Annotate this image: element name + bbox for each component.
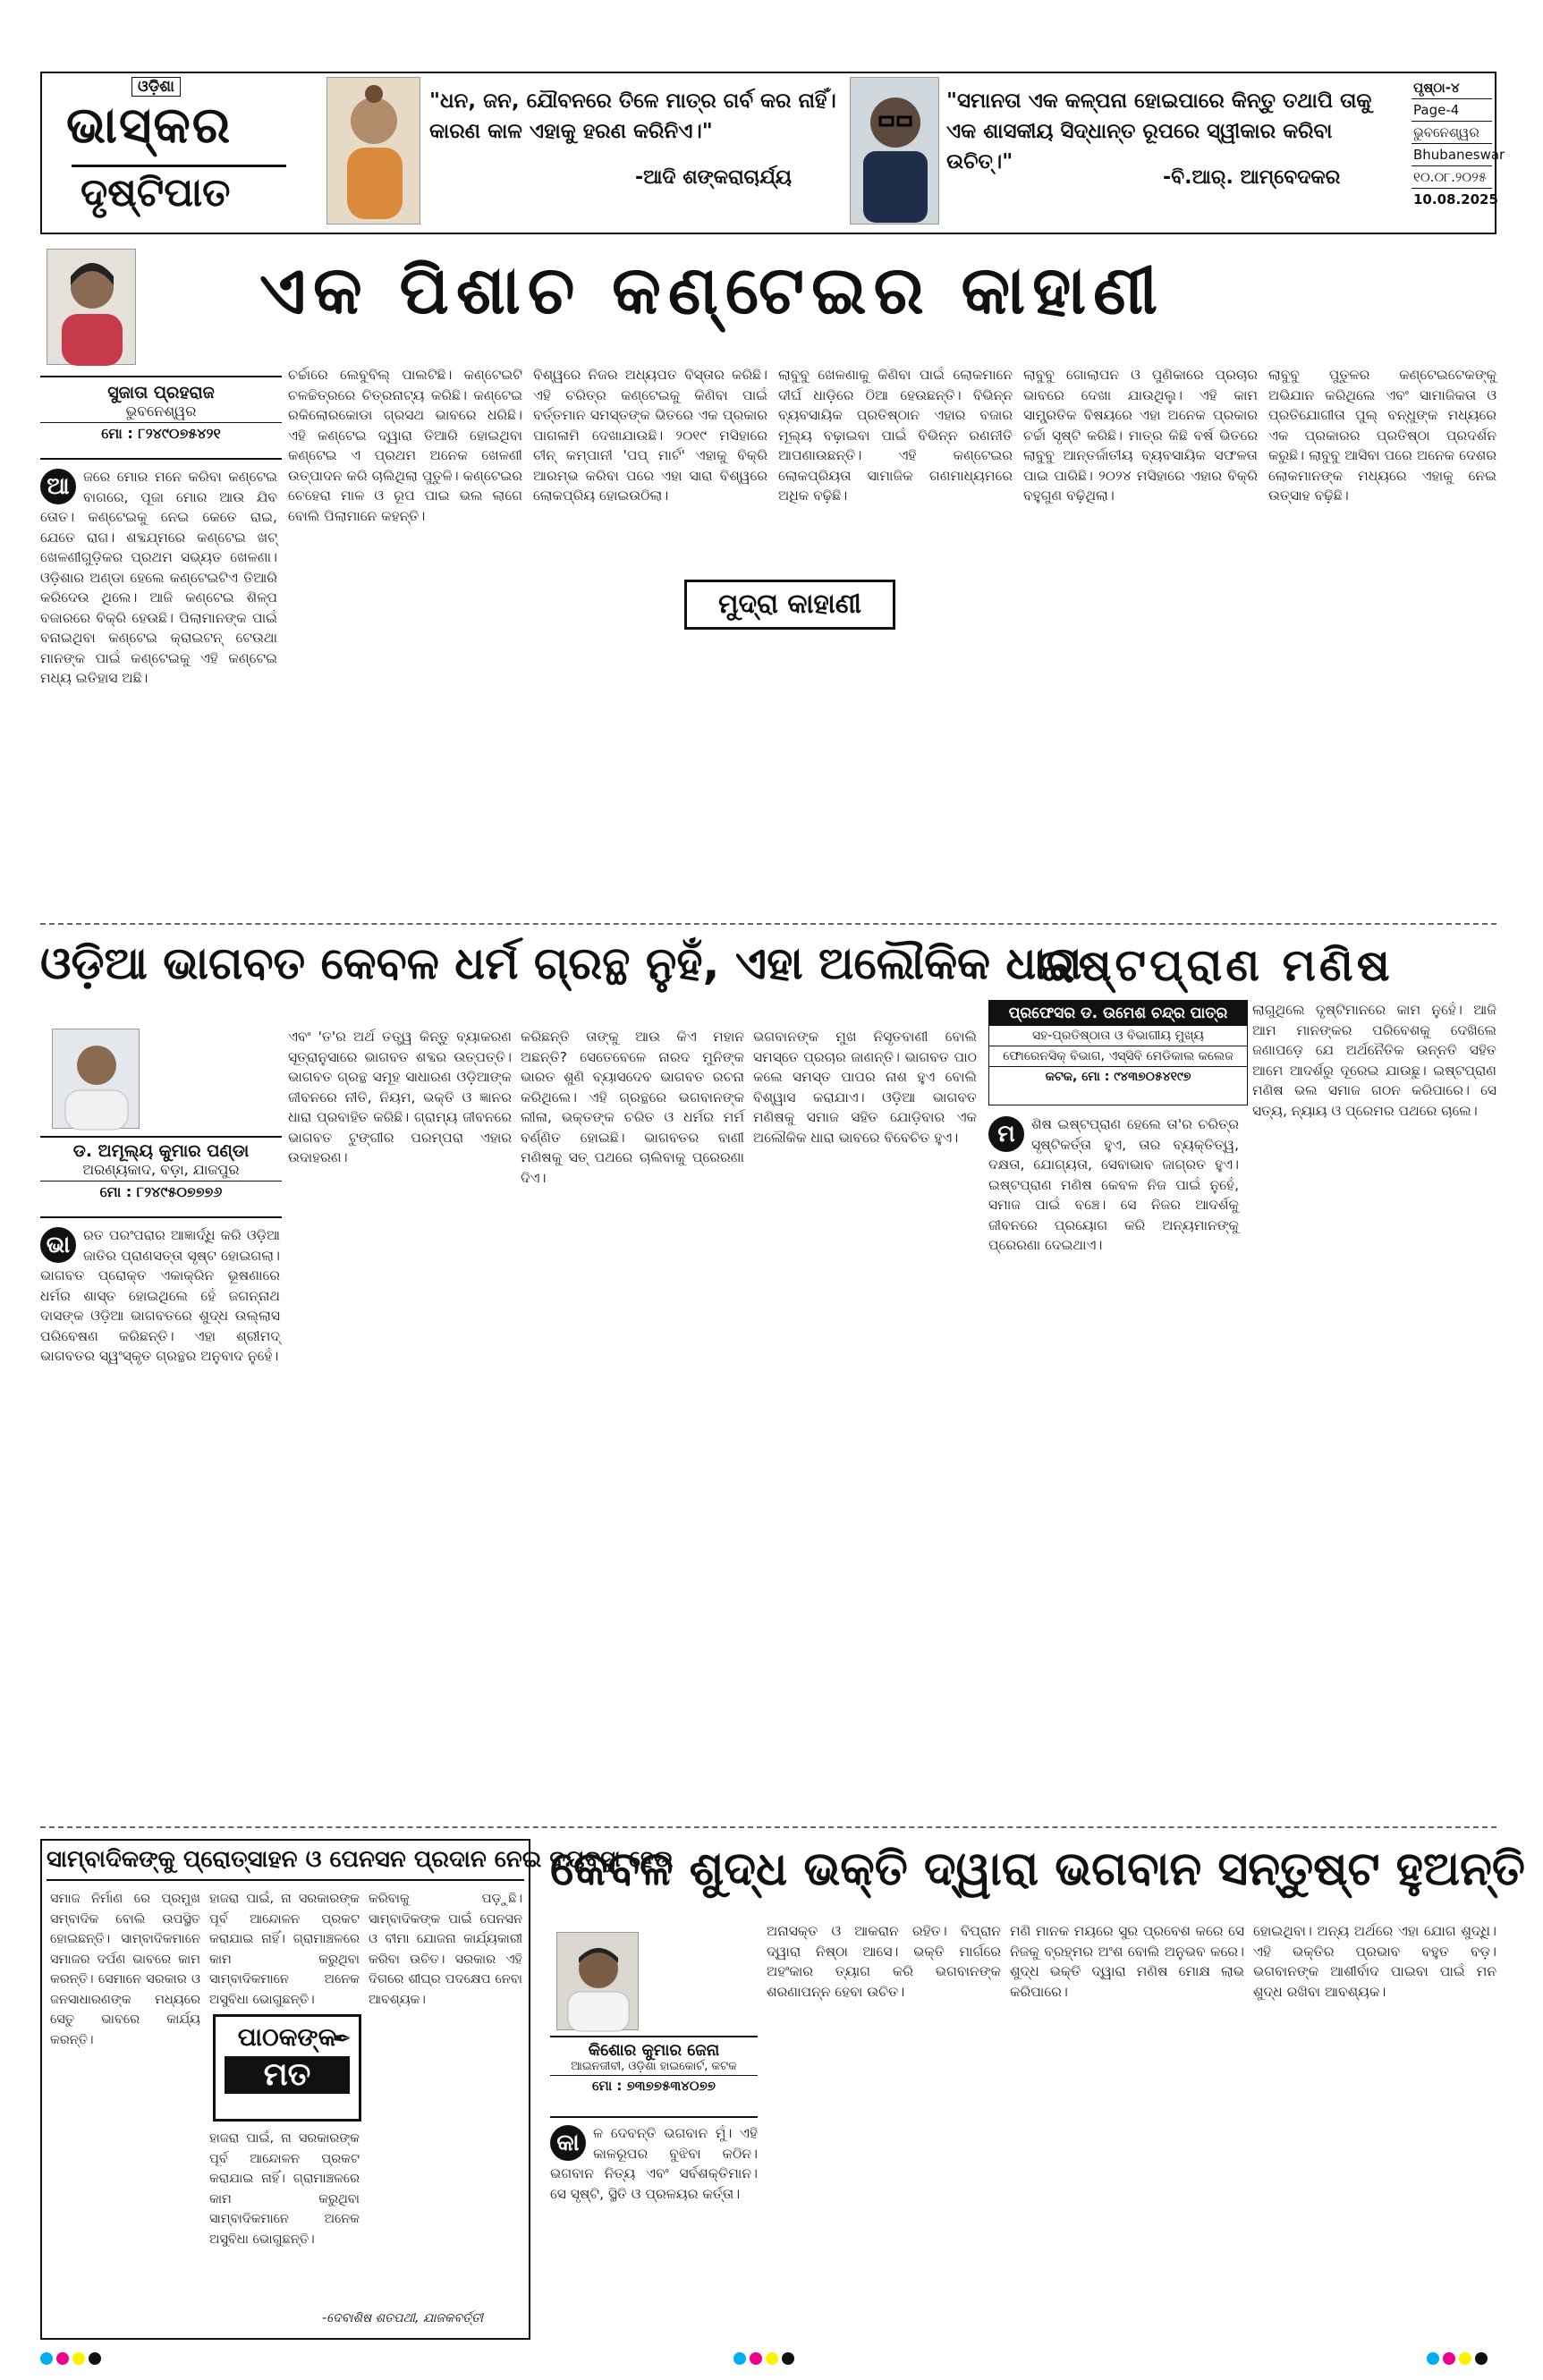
- article4-column-3: କରିବାକୁ ପଡ଼ୁଛି। ସାମ୍ବାଦିକଙ୍କ ପାଇଁ ପେନସନ ଓ ବୀମା ଯୋଜନା କାର୍ଯ୍ୟକାରୀ କରିବା ଉଚିତ। ସରକାର ଏହି ଦିଗରେ ଶୀଘ୍ର ପଦକ୍ଷେପ ନେବା ଆବଶ୍ୟକ।: [369, 1892, 522, 2007]
- article2-author-phone: ମୋ : ୮୨୪୯୫୦୭୭୭୬: [40, 1181, 282, 1201]
- quote-left: "ଧନ, ଜନ, ଯୌବନରେ ତିଳେ ମାତ୍ର ଗର୍ବ କର ନାହିଁ। କାରଣ କାଳ ଏହାକୁ ହରଣ କରିନିଏ।": [429, 89, 836, 143]
- article1-column-1: [40, 467, 277, 905]
- article1-column-2: ଚର୍ଚ୍ଚାରେ ଲେବୁବିଲ୍ ପାଲଟିଛି। କଣ୍ଟେଇଟି ଚଳଚ୍ଚିତ୍ରରେ ଚିତ୍ରନାଟ୍ୟ କରିଛି। କଣ୍ଟେଇ ରକିଲୋରକୋଡା ଗ୍ରସଥ ଭାବରେ ଧରିଛି। ଏହି କଣ୍ଟେଇ ଦ୍ୱାରା ତିଆରି ହୋଇଥିବା କଣ୍ଟେଇ ଏ ପ୍ରଥମ ଅନେକ ଖେଳଣୀ ଉତ୍ପାଦନ କରି ଚାଲିଥିଲା ପୁତୁଳି। କଣ୍ଟେଇର ଚେହେରା ମାଳ ଓ ରୂପ ପାଇ ଭଲ ଲାଗେ ବୋଲି ପିଲାମାନେ କହନ୍ତି।: [288, 367, 522, 524]
- article3-author-name: ପ୍ରଫେସର ଡ. ଉମେଶ ଚନ୍ଦ୍ର ପାତ୍ର: [989, 1001, 1247, 1026]
- registration-marks-left: [40, 2352, 112, 2367]
- article3-headline: ଇଷ୍ଟପ୍ରାଣ ମଣିଷ: [1038, 939, 1394, 991]
- pen-icon: ✒: [332, 2026, 352, 2053]
- brand-top: ଓଡ଼ିଶା: [131, 77, 181, 97]
- article5-author-name: କିଶୋର କୁମାର ଜେନା: [588, 2041, 720, 2060]
- article5-column-3: ମଣି ମାନକ ମୟରେ ସୁର ପ୍ରବେଶ କରେ ସେ ନିଜକୁ ବ୍ରହ୍ମର ଅଂଶ ବୋଲି ଅନୁଭବ କରେ। ଶୁଦ୍ଧ ଭକ୍ତି ଦ୍ୱାରା ମଣିଷ ମୋକ୍ଷ ଲାଭ କରିପାରେ।: [1010, 1923, 1244, 2000]
- registration-marks-center: [733, 2352, 805, 2367]
- article2-author-box: [40, 1136, 282, 1218]
- section-divider-1: [40, 923, 1496, 925]
- article1-col1-text: ଜରେ ମୋର ମନେ କରିବା କଣ୍ଟେଇ ବାଗରେ, ପୂଜା ମୋର ଆଉ ଯିବ ତୋତ। କଣ୍ଟେଇକୁ ନେଇ କେତେ ରାଇ, ଯେତେ ରାଗ। ଶବ୍ଦଯ୍ମରେ କଣ୍ଟେଇ ଖଟ୍ ଖେଳଣୀଗୁଡ଼ିକର ପ୍ରଥମ ସଭ୍ୟତ ଖେଳଣା। ଓଡ଼ିଶାର ଅଣ୍ଡା ହେଲେ କଣ୍ଟେଇଟିଏ ତିଆରି କରିଦେଉ ଥିଲେ। ଆଜି କଣ୍ଟେଇ ଶିଳ୍ପ ବଜାରରେ ବିକ୍ରି ହେଉଛି। ପିଲାମାନଙ୍କ ପାଇଁ ବନାଇଥିବା କଣ୍ଟେଇ କ୍ରାଇଟନ୍ ଟେଉଥା ମାନଙ୍କ ପାଇଁ କଣ୍ଟେଇକୁ ଏହି କଣ୍ଟେଇ ମଧ୍ୟ ଇତିହାସ ଅଛି।: [40, 469, 277, 686]
- author-photo-sujata: [47, 249, 136, 365]
- article3-col1-text: ଶିଷ ଇଷ୍ଟପ୍ରାଣ ହେଲେ ତା'ର ଚରିତ୍ର ସୃଷ୍ଟିକର୍ତ୍ତା ହୁଏ, ତାର ବ୍ୟକ୍ତିତ୍ୱ, ଦକ୍ଷତା, ଯୋଗ୍ୟତା, ସେବାଭାବ ଜାଗ୍ରତ ହୁଏ। ଇଷ୍ଟପ୍ରାଣ ମଣିଷ କେବଳ ନିଜ ପାଇଁ ନୁହେଁ, ସମାଜ ପାଇଁ ବଞ୍ଚେ। ସେ ନିଜର ଆଦର୍ଶକୁ ଜୀବନରେ ପ୍ରୟୋଗ କରି ଅନ୍ୟମାନଙ୍କୁ ପ୍ରେରଣା ଦେଇଥାଏ।: [988, 1116, 1239, 1253]
- article3-author-box: [988, 1000, 1248, 1105]
- article1-column-4: ଲାବୁବୁ ଖେଳଣାକୁ କିଣିବା ପାଇଁ ଲୋକମାନେ ଦୀର୍ଘ ଧାଡ଼ିରେ ଠିଆ ହେଉଛନ୍ତି। ବିଭିନ୍ନ ବ୍ୟବସାୟିକ ପ୍ରତିଷ୍ଠାନ ଏହାର ବଜାର ମୂଲ୍ୟ ବଢ଼ାଇବା ପାଇଁ ବିଭିନ୍ନ ରଣନୀତି ଆପଣାଉଛନ୍ତି। ଏହି କଣ୍ଟେଇର ଲୋକପ୍ରିୟତା ସାମାଜିକ ଗଣମାଧ୍ୟମରେ ଅଧିକ ବଢ଼ିଛି।: [778, 367, 1013, 504]
- article3-column-2: ଲାଗୁଥିଲେ ଦୃଷ୍ଟିମାନରେ କାମ ନୁହେଁ। ଆଜି ଆମ ମାନଙ୍କର ପରିବେଶକୁ ଦେଖିଲେ ଜଣାପଡ଼େ ଯେ ଅର୍ଥନୈତିକ ଉନ୍ନତି ସହିତ ଆମେ ଆଦର୍ଶରୁ ଦୂରେଇ ଯାଉଛୁ। ଇଷ୍ଟପ୍ରାଣ ମଣିଷ ଭଲ ସମାଜ ଗଠନ କରିପାରେ। ସେ ସତ୍ୟ, ନ୍ୟାୟ ଓ ପ୍ରେମର ପଥରେ ଚାଲେ।: [1252, 1002, 1496, 1119]
- article5-author-phone: ମୋ : ୭୩୭୭୫୩୪୦୭୭: [550, 2075, 758, 2094]
- article5-col1-text: ଳ ଦେବନ୍ତି ଭଗବାନ ମୁଁ। ଏହି କାଳରୂପର ବୁଝିବା କଠିନ। ଭଗବାନ ନିତ୍ୟ ଏବଂ ସର୍ବଶକ୍ତିମାନ। ସେ ସୃଷ୍ଟି, ସ୍ଥିତି ଓ ପ୍ରଳୟର କର୍ତ୍ତା।: [550, 2125, 758, 2202]
- quote-right-author: -ବି.ଆର୍. ଆମ୍ବେଦକର: [1163, 166, 1341, 189]
- registration-marks-right: [1427, 2352, 1498, 2367]
- article5-author-box: [550, 2036, 758, 2118]
- article2-column-1: [40, 1225, 280, 1816]
- article5-headline: କେବଳ ଶୁଦ୍ଧ ଭକ୍ତି ଦ୍ୱାରା ଭଗବାନ ସନ୍ତୁଷ୍ଟ ହୁଅନ୍ତି: [550, 1842, 1525, 1896]
- article1-author-phone: ମୋ : ୮୨୪୯୦୭୫୪୨୧: [40, 422, 282, 443]
- article2-column-2: ଏବଂ 'ତ'ର ଅର୍ଥ ତତ୍ତ୍ୱ କିନ୍ତୁ ବ୍ୟାକରଣ ସୂତ୍ରାନୁସାରେ ଭାଗବତ ଶବ୍ଦର ଉତ୍ପତ୍ତି। ଭାଗବତ ଗ୍ରନ୍ଥ ସମୂହ ସାଧାରଣ ଓଡ଼ିଆଙ୍କ ଜୀବନରେ ନୀତି, ନିୟମ, ଭକ୍ତି ଓ ଜ୍ଞାନର ଧାରା ପ୍ରବାହିତ କରିଛି। ଗ୍ରାମ୍ୟ ଜୀବନରେ ଭାଗବତ ଟୁଙ୍ଗୀର ପରମ୍ପରା ଏହାର ଉଦାହରଣ।: [288, 1029, 512, 1165]
- article3-author-role: ସହ-ପ୍ରତିଷ୍ଠାତା ଓ ବିଭାଗୀୟ ମୁଖ୍ୟ: [989, 1026, 1247, 1046]
- article1-column-6: ଲାବୁବୁ ପୁତୁଳର କଣ୍ଟେଇଟେକଙ୍କୁ ଅଭିଯାନ କରିଥିଲେ ଏବଂ ସାମାଜିକତା ଓ ପ୍ରତିଯୋଗୀତା ପୁଲ୍ ବନ୍ଧୁଙ୍କ ମଧ୍ୟରେ ଏକ ପ୍ରକାରର ପ୍ରତିଷ୍ଠା ପ୍ରଦର୍ଶନ କରୁଛି। ଲାବୁବୁ ଆସିବା ପରେ ଅନେକ ଦେଶର ଲୋକମାନଙ୍କ ମଧ୍ୟରେ ଏହାକୁ ନେଇ ଉତ୍ସାହ ବଢ଼ିଛି।: [1268, 367, 1496, 504]
- article4-column-2: ହାଜରା ପାଇଁ, ନା ସରକାରଙ୍କ ପୂର୍ବ ଆନ୍ଦୋଳନ ପ୍ରକଟ କରାଯାଇ ନାହିଁ। ଗ୍ରାମାଞ୍ଚଳରେ କାମ କରୁଥିବା ସାମ୍ବାଦିକମାନେ ଅନେକ ଅସୁବିଧା ଭୋଗୁଛନ୍ତି।: [209, 1892, 360, 2007]
- pathakanka-mata-label: [213, 2014, 361, 2122]
- article1-dropcap: ଆ: [40, 469, 76, 504]
- article2-column-3: କରିଛନ୍ତି ତାଙ୍କୁ ଆଉ କିଏ ମହାନ ଅଛନ୍ତି? ସେତେବେଳେ ନାରଦ ମୁନିଙ୍କ ଭାରତ ଶୁଣି ବ୍ୟାସଦେବ ଭାଗବତ ରଚନା କରିଥିଲେ। ଏହି ଗ୍ରନ୍ଥରେ ଭଗବାନଙ୍କ ଲୀଳା, ଭକ୍ତଙ୍କ ଚରିତ ଓ ଧର୍ମର ମର୍ମ ବର୍ଣ୍ଣିତ ହୋଇଛି। ଭାଗବତର ବାଣୀ ମଣିଷକୁ ସତ୍ ପଥରେ ଚାଲିବାକୁ ପ୍ରେରଣା ଦିଏ।: [521, 1029, 744, 1186]
- article4-column-1: ସମାଜ ନିର୍ମାଣ ରେ ପ୍ରମୁଖ ସମ୍ବାଦିକ ବୋଲି ଉପସ୍ଥିତ ହୋଇଛନ୍ତି। ସାମ୍ବାଦିକମାନେ ସମାଜର ଦର୍ପଣ ଭାବରେ କାମ କରନ୍ତି। ସେମାନେ ସରକାର ଓ ଜନସାଧାରଣଙ୍କ ମଧ୍ୟରେ ସେତୁ ଭାବରେ କାର୍ଯ୍ୟ କରନ୍ତି।: [50, 1892, 200, 2047]
- article1-column-3: ବିଶ୍ୱରେ ନିଜର ଅଧ୍ୟପତ ବିସ୍ତାର କରିଛି। ଏହି ଚରିତ୍ର କଣ୍ଟେଇକୁ କିଣିବା ପାଇଁ ବର୍ତ୍ତମାନ ସମସ୍ତଙ୍କ ଭିତରେ ଏକ ପ୍ରକାର ପାଗଳାମି ଦେଖାଯାଉଛି। ୨୦୧୯ ମସିହାରେ ଚୀନ୍ କମ୍ପାନୀ 'ପପ୍ ମାର୍ଟ' ଏହାକୁ ବିକ୍ରି ଆରମ୍ଭ କରିବା ପରେ ଏହା ସାରା ବିଶ୍ୱରେ ଲୋକପ୍ରିୟ ହୋଇଉଠିଲା।: [533, 367, 767, 504]
- article1-author-name: ସୁଜାତା ପ୍ରହରାଜ: [107, 383, 215, 402]
- article1-author-place: ଭୁବନେଶ୍ୱର: [125, 402, 197, 419]
- brand-sub: ଦୃଷ୍ଟିପାତ: [81, 170, 231, 216]
- article5-column-1: [550, 2123, 758, 2338]
- article2-column-4: ଭଗବାନଙ୍କ ମୁଖ ନିସୃତବାଣୀ ବୋଲି ସମସ୍ତେ ପ୍ରଚାର ଜାଣନ୍ତି। ଭାଗବତ ପାଠ କଲେ ସମସ୍ତ ପାପର ନାଶ ହୁଏ ବୋଲି ବିଶ୍ୱାସ କରାଯାଏ। ଓଡ଼ିଆ ଭାଗବତ ମଣିଷକୁ ସମାଜ ସହିତ ଯୋଡ଼ିବାର ଏକ ଅଲୌକିକ ଧାରା ଭାବରେ ବିବେଚିତ ହୁଏ।: [753, 1029, 977, 1146]
- article5-dropcap: କା: [550, 2125, 586, 2161]
- label-top: ପାଠକଙ୍କ: [237, 2022, 337, 2052]
- article5-column-2: ଅନାସକ୍ତ ଓ ଆକରାନ ରହିତ। ବିପ୍ରାନ ଦ୍ୱାରା ନିଷ୍ଠା ଆସେ। ଭକ୍ତି ମାର୍ଗରେ ଅହଂକାର ତ୍ୟାଗ କରି ଭଗବାନଙ୍କ ଶରଣାପନ୍ନ ହେବା ଉଚିତ।: [767, 1923, 1001, 2000]
- article1-column-5: ଲାବୁବୁ ଗୋଲାପନ ଓ ପୁଣିକାରେ ପ୍ରଚାର ଭାବରେ ଦେଖା ଯାଉଥିଲୁ। ଏହି କାମ ସାମ୍ପ୍ରତିକ ବିଷୟରେ ଏହା ଅନେକ ପ୍ରକାର ଚର୍ଚ୍ଚା ସୃଷ୍ଟି କରିଛି। ମାତ୍ର କିଛି ବର୍ଷ ଭିତରେ ଲାବୁବୁ ଆନ୍ତର୍ଜାତୀୟ ବ୍ୟବସାୟିକ ସଫଳତା ପାଇ ପାରିଛି। ୨୦୨୪ ମସିହାରେ ଏହାର ବିକ୍ରି ବହୁଗୁଣ ବଢ଼ିଥିଲା।: [1023, 367, 1258, 504]
- page-number-or: ପୃଷ୍ଠା-୪: [1412, 77, 1492, 99]
- author-photo-amulya: [52, 1029, 140, 1129]
- brand-divider: [72, 165, 286, 167]
- article2-author-name: ଡ. ଅମୂଲ୍ୟ କୁମାର ପଣ୍ଡା: [72, 1141, 250, 1161]
- article1-headline: ଏକ ପିଶାଚ କଣ୍ଟେଇର କାହାଣୀ: [259, 252, 1166, 329]
- article2-author-place: ଅରଣ୍ୟକାଦ, ବଡ଼ା, ଯାଜପୁର: [82, 1161, 240, 1178]
- article2-dropcap: ଭା: [40, 1227, 76, 1263]
- article2-col1-text: ରତ ପରଂପରାର ଆଜ୍ଞାର୍ଦ୍ଧି କରି ଓଡ଼ିଆ ଜାତିର ପ୍ରାଣସତ୍ତା ସୃଷ୍ଟ ହୋଇଗଲା। ଭାଗବତ ପ୍ରୋକ୍ତ ଏକାକ୍ରିନ ଭୂଷଣାରେ ଧର୍ମର ଶାସ୍ତ ହୋଇଥିଲେ ହେଁ ଜଗନ୍ନାଥ ଦାସଙ୍କ ଓଡ଼ିଆ ଭାଗବତରେ ଶୁଦ୍ଧ ଉଲ୍ଲାସ ପରିବେଷଣ କରିଛନ୍ତି। ଏହା ଶ୍ରୀମଦ୍ ଭାଗବତର ସ୍ୱଂସ୍କୃତ ଗ୍ରନ୍ଥର ଅନୁବାଦ ନୁହେଁ।: [40, 1227, 280, 1364]
- mudra-kahani-label: ମୁଦ୍ରା କାହାଣୀ: [684, 580, 895, 630]
- article4-signature: -ଦେବାଶିଷ ଶତପଥୀ, ଯାଜକବର୍ତ୍ତୀ: [322, 2311, 484, 2325]
- quote-right: "ସମାନତା ଏକ କଳ୍ପନା ହୋଇପାରେ କିନ୍ତୁ ତଥାପି ତାକୁ ଏକ ଶାସକୀୟ ସିଦ୍ଧାନ୍ତ ରୂପରେ ସ୍ୱୀକାର କରିବା ଉଚିତ୍।": [946, 89, 1372, 174]
- date-en: 10.08.2025: [1413, 191, 1498, 208]
- quote-left-author: -ଆଦି ଶଙ୍କରାଚାର୍ଯ୍ୟ: [635, 166, 793, 189]
- shankaracharya-portrait: [326, 77, 420, 224]
- article3-dropcap: ମ: [988, 1116, 1024, 1152]
- article5-author-place: ଆଇନଜୀବୀ, ଓଡ଼ିଶା ହାଇକୋର୍ଟ, କଟକ: [571, 2060, 737, 2073]
- city-or: ଭୁବନେଶ୍ୱର: [1412, 122, 1492, 144]
- brand-main: ଭାସ୍କର: [66, 97, 233, 155]
- article3-author-phone: କଟକ, ମୋ : ୯୪୩୭୦୫୪୧୯୭: [1045, 1070, 1191, 1084]
- section-divider-2: [40, 1826, 1496, 1828]
- brand-logo: [47, 77, 315, 229]
- city-en: Bhubaneswar: [1412, 144, 1492, 166]
- article2-headline: ଓଡ଼ିଆ ଭାଗବତ କେବଳ ଧର୍ମ ଗ୍ରନ୍ଥ ନୁହଁ, ଏହା ଅଲୌକିକ ଧାରା: [40, 937, 1082, 989]
- page-number-en: Page-4: [1412, 99, 1492, 122]
- date-or: ୧୦.୦୮.୨୦୨୫: [1412, 166, 1492, 189]
- page-info: [1412, 77, 1505, 229]
- ambedkar-portrait: [850, 77, 939, 224]
- label-bottom: ମତ: [225, 2056, 350, 2094]
- article1-author-box: [40, 376, 282, 460]
- article5-column-4: ହୋଇଥିବା। ଅନ୍ୟ ଅର୍ଥରେ ଏହା ଯୋଗ ଶୁଦ୍ଧି। ଏହି ଭକ୍ତିର ପ୍ରଭାବ ବହୁତ ବଡ଼। ଭଗବାନଙ୍କ ଆଶୀର୍ବାଦ ପାଇବା ପାଇଁ ମନ ଶୁଦ୍ଧ ରଖିବା ଆବଶ୍ୟକ।: [1253, 1923, 1496, 2000]
- article4-column-2b: ହାଜରା ପାଇଁ, ନା ସରକାରଙ୍କ ପୂର୍ବ ଆନ୍ଦୋଳନ ପ୍ରକଟ କରାଯାଇ ନାହିଁ। ଗ୍ରାମାଞ୍ଚଳରେ କାମ କରୁଥିବା ସାମ୍ବାଦିକମାନେ ଅନେକ ଅସୁବିଧା ଭୋଗୁଛନ୍ତି।: [209, 2131, 360, 2247]
- article3-author-dept: ଫୋରେନସିକ୍ ବିଭାଗ, ଏସ୍‌ସିବି ମେଡିକାଲ କଲେଜ: [989, 1046, 1247, 1067]
- article4-headline: ସାମ୍ବାଦିକଙ୍କୁ ପ୍ରୋତ୍ସାହନ ଓ ପେନସନ ପ୍ରଦାନ ନେଇ ବ୍ୟବସ୍ଥା ହେଉ: [47, 1846, 524, 1881]
- author-photo-kishore: [556, 1932, 639, 2030]
- article3-column-1: [988, 1114, 1239, 1814]
